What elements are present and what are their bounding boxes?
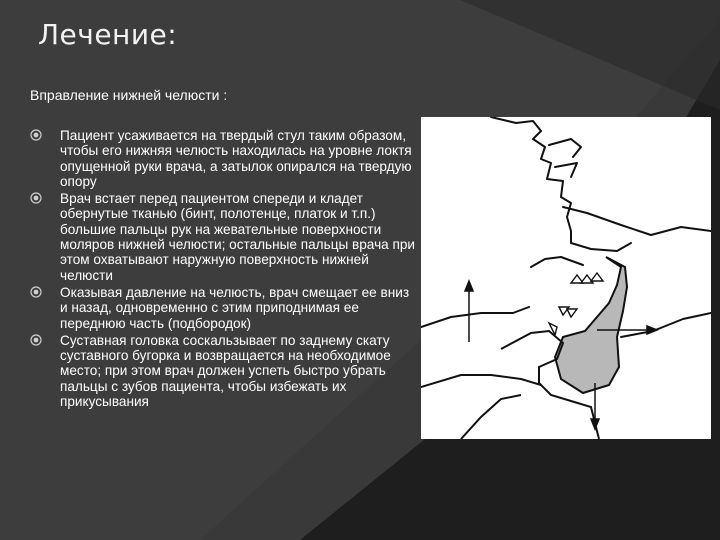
bullet-text: Оказывая давление на челюсть, врач смещает ее вниз и назад, одновременно с этим приподнимая ее переднюю часть (подбородок): [60, 284, 410, 331]
slide-subtitle: Вправление нижней челюсти :: [30, 87, 228, 103]
bullet-text: Пациент усаживается на твердый стул таким образом, чтобы его нижняя челюсть находилась на уровне локтя опущенной руки врача, а затылок опирался на твердую опору: [60, 128, 412, 189]
circle-bullet-icon: [30, 286, 42, 298]
bullet-text: Суставная головка соскальзывает по заднему скату суставного бугорка и возвращается на необходимое место; при этом врач должен успеть быстро убрать пальцы с зубов пациента, чтобы избежать их прикусывания: [60, 332, 391, 410]
slide-title: Лечение:: [38, 18, 178, 51]
circle-bullet-icon: [30, 192, 42, 204]
bullet-item: [30, 128, 415, 189]
circle-bullet-icon: [30, 129, 42, 141]
jaw-reduction-illustration: [421, 117, 711, 439]
bullet-item: [30, 333, 415, 409]
bullet-item: [30, 191, 415, 283]
bullet-text: Врач встает перед пациентом спереди и кладет обернутые тканью (бинт, полотенце, платок и т.п.) большие пальцы рук на жевательные поверхности моляров нижней челюсти; остальные пальцы врача при этом охватывают наружную поверхность нижней челюсти: [60, 191, 416, 283]
bullet-item: [30, 285, 415, 331]
circle-bullet-icon: [30, 334, 42, 346]
bullet-list: [30, 128, 415, 411]
skull-and-hand-drawing: [421, 117, 711, 439]
